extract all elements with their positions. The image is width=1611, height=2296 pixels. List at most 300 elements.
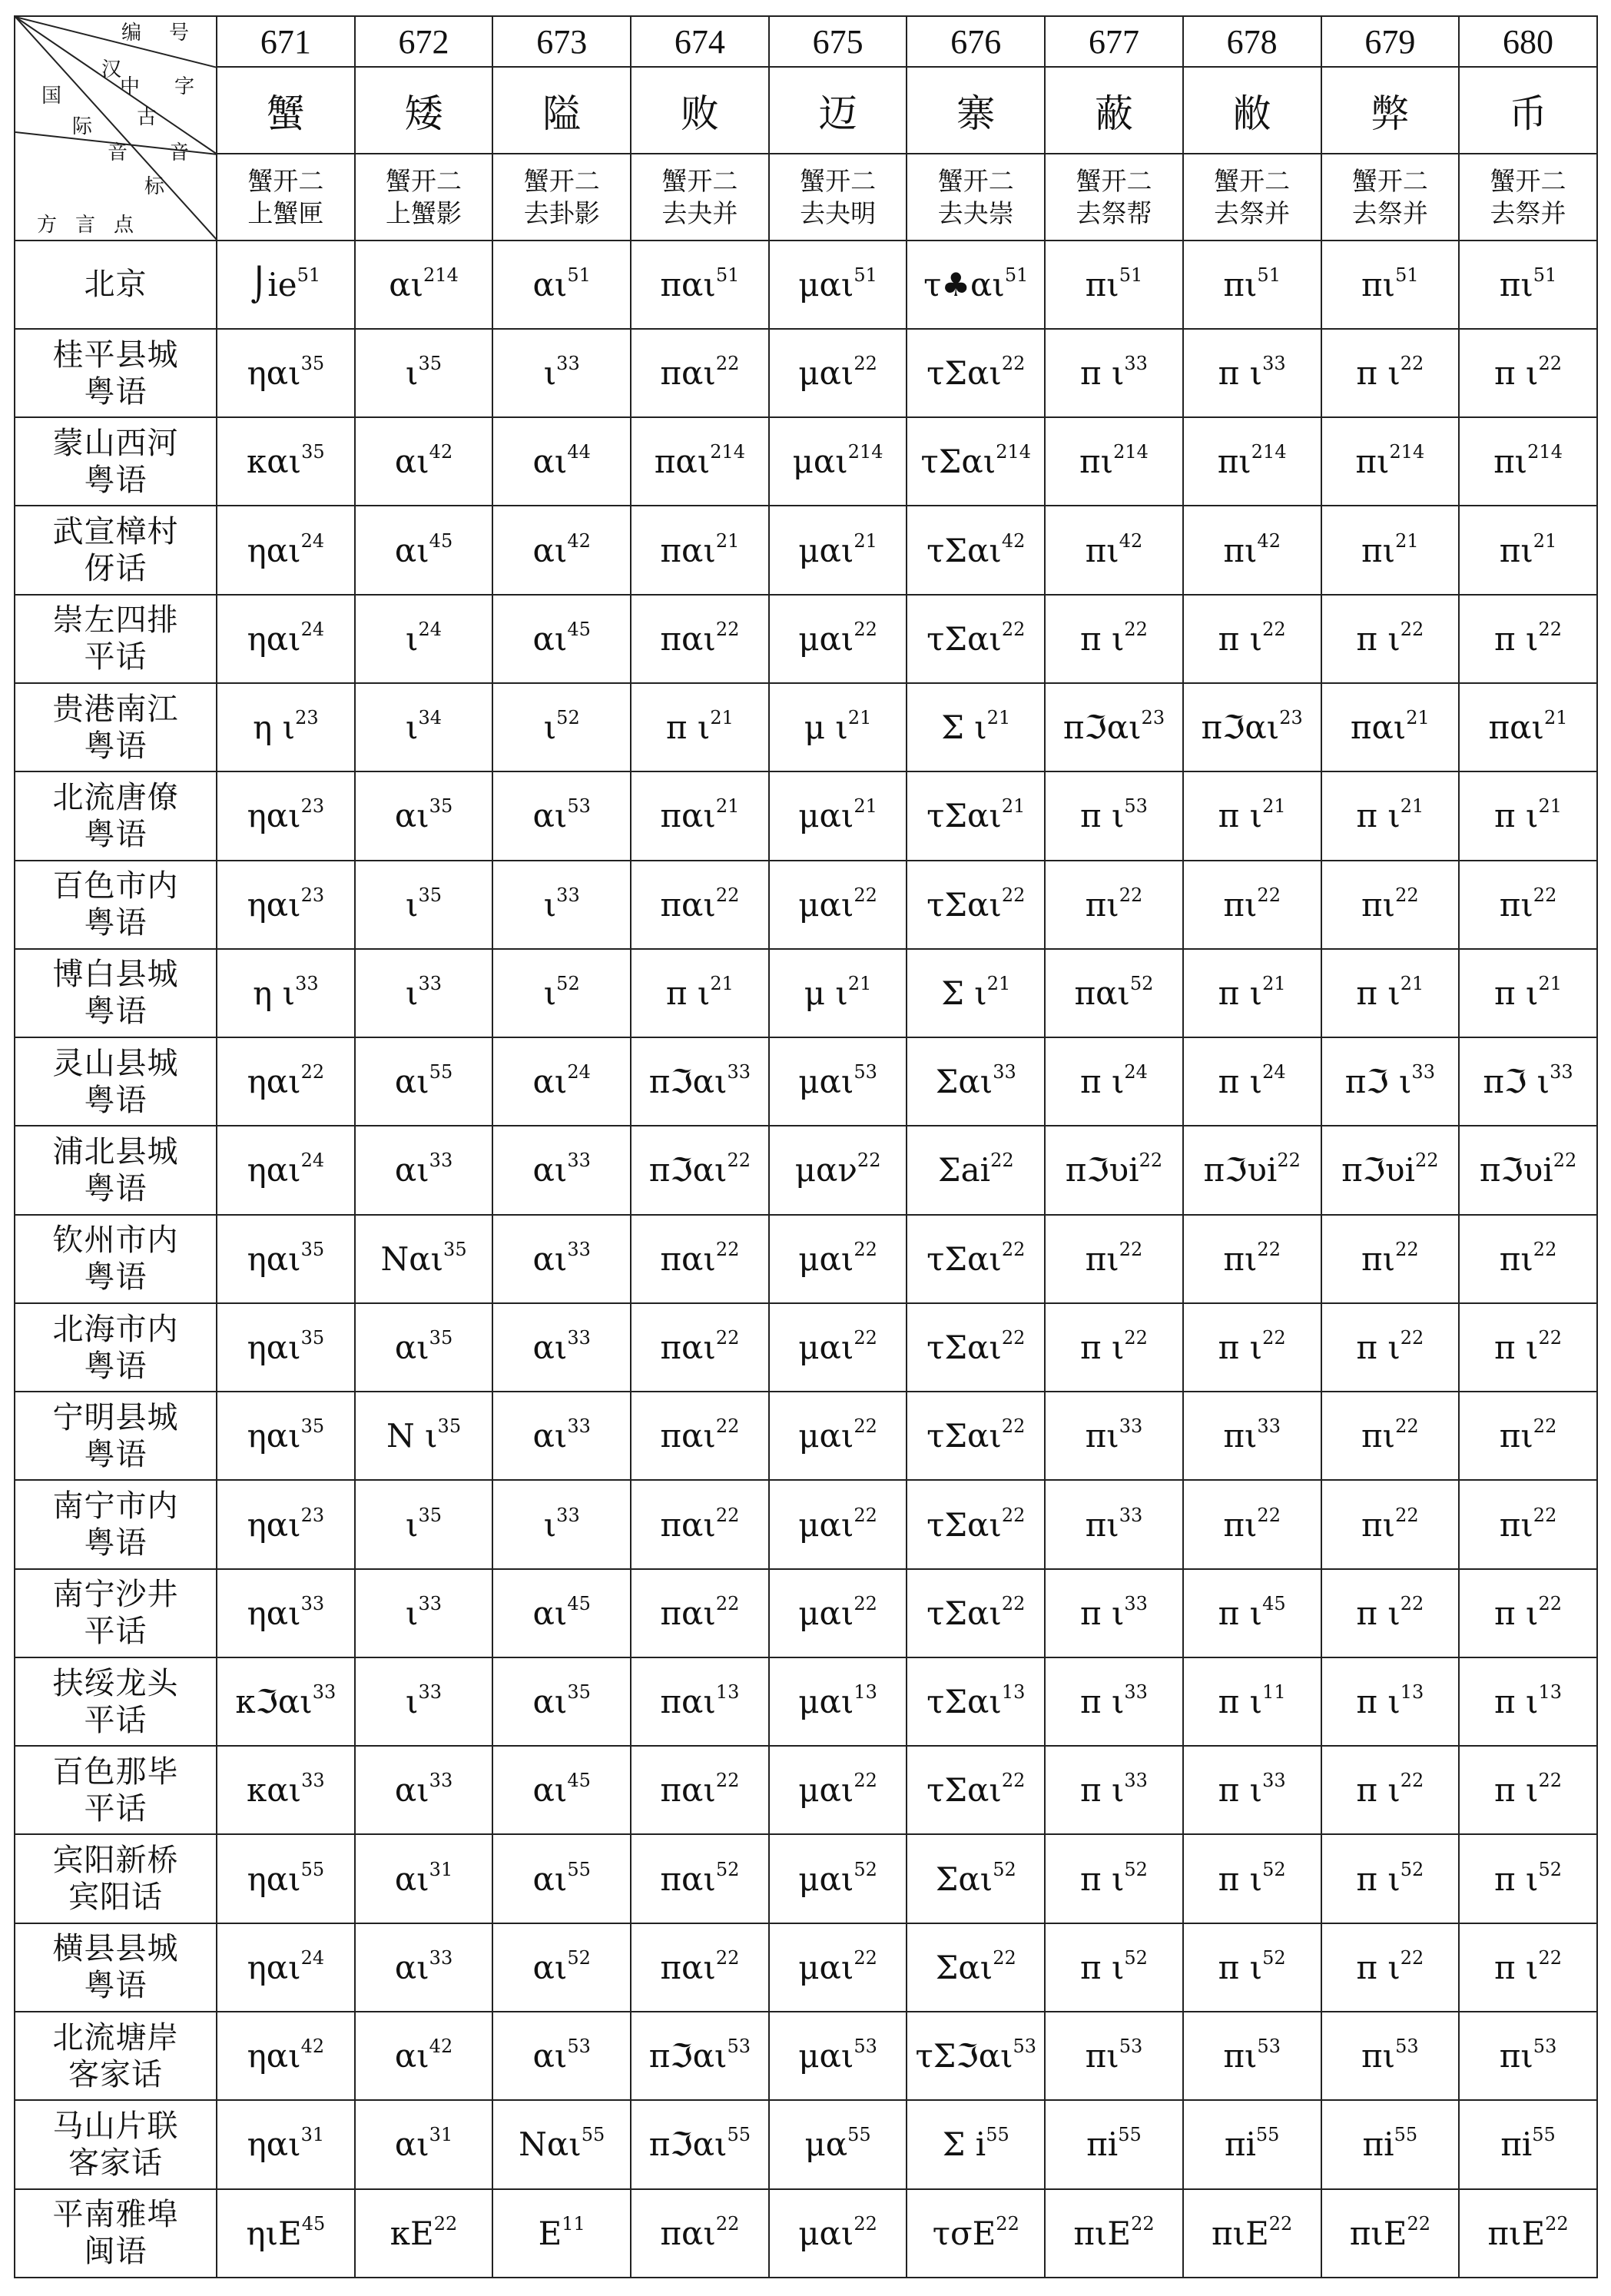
pronunciation-cell [355,1392,493,1480]
pronunciation-cell [631,1037,769,1126]
ipa-transcription [247,886,325,924]
pronunciation-cell [355,417,493,506]
ipa-transcription [247,1946,325,1986]
middle-chinese-line: 蟹开二 [523,165,600,196]
pronunciation-cell [355,595,493,683]
ipa-transcription [395,1771,452,1809]
tone-value: 21 [986,707,1011,729]
pronunciation-cell [217,771,355,860]
dialect-location-line: 贵港南江 [52,691,179,727]
ipa-transcription [795,1151,881,1189]
ipa-syllable: μ ι [804,708,848,747]
dialect-location [15,595,217,683]
tone-value: 42 [1257,529,1281,552]
ipa-syllable: παι [660,354,716,393]
corner-label: 方 [37,214,58,237]
ipa-syllable: τΣαι [926,1239,1002,1278]
pronunciation-cell [769,595,907,683]
pronunciation-cell [769,506,907,594]
pronunciation-cell [1459,1834,1597,1923]
pronunciation-cell [492,329,631,417]
middle-chinese-category [1321,154,1460,240]
tone-value: 214 [710,441,746,463]
ipa-syllable: πℑ ι [1344,1063,1412,1101]
ipa-transcription [1074,974,1153,1012]
pronunciation-cell [769,1392,907,1480]
pronunciation-cell [907,1923,1045,2012]
pronunciation-cell [355,683,493,771]
ipa-transcription [1355,443,1424,480]
ipa-transcription [1361,266,1419,304]
tone-value: 22 [854,884,877,906]
pronunciation-cell [492,1480,631,1568]
character-number: 672 [355,16,493,67]
ipa-syllable: πℑυi [1479,1151,1553,1189]
tone-value: 33 [429,1770,453,1792]
ipa-transcription [247,354,325,392]
ipa-syllable: ι [543,354,557,393]
ipa-syllable: πℑαι [1062,708,1142,747]
dialect-row [15,595,1597,683]
pronunciation-cell [907,417,1045,506]
pronunciation-cell [1183,506,1321,594]
ipa-syllable: παι [660,265,716,304]
ipa-syllable: π ι [1356,1683,1401,1721]
ipa-syllable: ηαι [247,619,301,658]
pronunciation-cell [907,1569,1045,1657]
ipa-transcription [1086,2125,1142,2163]
ipa-syllable: πι [1085,531,1119,569]
ipa-transcription [926,886,1025,924]
tone-value: 22 [1262,618,1286,640]
pronunciation-cell [217,1126,355,1214]
ipa-transcription [660,1240,739,1278]
ipa-syllable: π ι [1079,1063,1125,1101]
tone-value: 22 [1119,1238,1143,1260]
middle-chinese-line: 去祭并 [1351,197,1428,228]
middle-chinese-category [631,154,769,240]
pronunciation-cell [769,1746,907,1834]
ipa-syllable: πℑαι [648,2037,728,2075]
pronunciation-cell [769,1569,907,1657]
ipa-transcription [1356,1946,1424,1986]
pronunciation-cell [1321,1480,1460,1568]
ipa-syllable: πι [1499,531,1533,569]
ipa-syllable: τΣαι [926,1771,1002,1810]
tone-value: 21 [1533,529,1557,552]
pronunciation-cell [355,1037,493,1126]
corner-label: 汉 [101,58,122,81]
tone-value: 21 [1262,972,1286,994]
ipa-transcription [660,1860,739,1898]
tone-value: 33 [1124,1770,1148,1792]
ipa-transcription [798,1594,877,1632]
tone-value: 33 [429,1946,453,1969]
pronunciation-cell [492,2189,631,2278]
ipa-syllable: ι [406,619,419,658]
ipa-transcription [1356,1329,1424,1366]
tone-value: 22 [1395,1415,1419,1438]
ipa-transcription [532,1946,591,1986]
pronunciation-cell [217,506,355,594]
pronunciation-cell [492,1392,631,1480]
pronunciation-cell [355,2100,493,2188]
ipa-syllable: π ι [1356,1771,1401,1810]
pronunciation-cell [1183,595,1321,683]
tone-value: 45 [1262,1592,1286,1614]
pronunciation-cell [631,949,769,1037]
character-number: 671 [217,16,355,67]
pronunciation-cell [907,861,1045,949]
pronunciation-cell [769,1303,907,1392]
ipa-transcription [1212,2212,1293,2252]
ipa-transcription [406,974,442,1012]
ipa-syllable: ι [406,708,419,747]
ipa-syllable: πι [1085,1417,1119,1455]
ipa-transcription [395,797,452,834]
ipa-syllable: μα [804,2125,848,2164]
ipa-syllable: π ι [1079,1329,1125,1366]
ipa-transcription [798,1860,877,1898]
ipa-syllable: E [538,2214,562,2252]
pronunciation-cell [907,241,1045,329]
dialect-location [15,1746,217,1834]
ipa-transcription [235,1683,336,1720]
ipa-syllable: τΣαι [926,531,1002,569]
tone-value: 33 [1124,1592,1148,1614]
pronunciation-cell [907,506,1045,594]
pronunciation-cell [217,1834,355,1923]
ipa-syllable: αι [532,1860,568,1898]
pronunciation-cell [631,1215,769,1303]
corner-label: 言 [75,214,96,237]
pronunciation-cell [631,329,769,417]
dialect-location [15,771,217,860]
tone-value: 22 [433,2212,458,2235]
ipa-syllable: πι [1223,1239,1258,1278]
ipa-syllable: πℑυi [1065,1151,1139,1189]
pronunciation-cell [1183,1126,1321,1214]
pronunciation-cell [907,1303,1045,1392]
character-number: 680 [1459,16,1597,67]
ipa-syllable: κE [389,2214,434,2252]
tone-value: 11 [562,2212,585,2235]
ipa-transcription [926,354,1025,392]
tone-value: 22 [1533,1415,1557,1438]
corner-label: 际 [72,115,93,138]
pronunciation-cell [631,1480,769,1568]
pronunciation-cell [355,1923,493,2012]
ipa-transcription [1500,266,1557,304]
dialect-table [14,15,1598,2278]
tone-value: 45 [301,2212,326,2235]
ipa-syllable: αι [532,531,568,569]
ipa-transcription [1063,708,1165,746]
ipa-syllable: πℑαι [648,1151,728,1189]
tone-value: 35 [418,353,443,375]
ipa-syllable: ι [406,1505,419,1544]
ipa-syllable: ι [406,1683,419,1721]
ipa-syllable: η ι [253,974,296,1012]
ipa-syllable: ηαι [247,1417,301,1455]
ipa-transcription [1080,354,1148,392]
pronunciation-cell [1321,1126,1460,1214]
ipa-transcription [655,443,745,480]
middle-chinese-line: 去卦影 [523,197,600,228]
pronunciation-cell [631,1834,769,1923]
corner-label: 音 [108,141,128,164]
ipa-transcription [649,1063,751,1100]
ipa-syllable: π ι [1356,1860,1401,1898]
ipa-transcription [406,1594,442,1632]
ipa-syllable: παι [1488,708,1544,747]
ipa-transcription [660,1506,739,1544]
pronunciation-cell [769,861,907,949]
ipa-transcription [1218,1946,1286,1986]
ipa-syllable: αι [532,1329,568,1366]
dialect-location-line: 宾阳新桥 [52,1843,179,1879]
tone-value: 13 [715,1681,740,1704]
ipa-syllable: π ι [1079,619,1125,658]
corner-label: 标 [144,175,165,198]
pronunciation-cell [1183,771,1321,860]
ipa-transcription [538,2212,585,2252]
pronunciation-cell [1321,1037,1460,1126]
pronunciation-cell [907,771,1045,860]
ipa-syllable: τΣαι [926,797,1002,835]
ipa-transcription [247,2125,325,2163]
ipa-transcription [406,708,442,746]
tone-value: 34 [418,707,443,729]
tone-value: 53 [567,795,591,818]
dialect-location-line: 横县县城 [52,1931,179,1967]
ipa-transcription [247,1329,325,1366]
ipa-transcription [1225,2125,1280,2163]
tone-value: 45 [567,1770,591,1792]
pronunciation-cell [1321,1834,1460,1923]
ipa-transcription [1223,886,1281,924]
tone-value: 33 [567,1238,591,1260]
pronunciation-cell [1183,1923,1321,2012]
pronunciation-cell [355,2189,493,2278]
ipa-transcription [798,2037,877,2075]
tone-value: 22 [1395,1504,1419,1526]
dialect-location-line: 客家话 [68,2145,163,2181]
tone-value: 51 [1533,264,1557,286]
pronunciation-cell [1321,1657,1460,1746]
dialect-location-line: 伢话 [84,551,148,587]
tone-value: 35 [300,1415,325,1438]
character-number: 676 [907,16,1045,67]
tone-value: 13 [854,1681,877,1704]
middle-chinese-line: 去夬并 [661,197,738,228]
ipa-syllable: μαι [798,1594,854,1632]
ipa-transcription [926,1417,1025,1455]
tone-value: 214 [1389,441,1425,463]
corner-label: 国 [41,85,62,108]
tone-value: 52 [1262,1858,1286,1880]
ipa-syllable: μαι [798,1239,854,1278]
ipa-transcription [1080,1683,1148,1720]
ipa-transcription [533,1771,591,1809]
tone-value: 22 [715,1238,740,1260]
ipa-transcription [533,1594,591,1632]
ipa-transcription [533,620,591,658]
ipa-syllable: πι [1499,1239,1533,1278]
ipa-syllable: ηαι [247,885,301,924]
tone-value: 55 [1118,2124,1142,2146]
tone-value: 21 [715,529,740,552]
dialect-location-line: 崇左四排 [52,602,179,639]
ipa-transcription [1080,1860,1148,1898]
pronunciation-cell [1321,1303,1460,1392]
tone-value: 22 [1277,1150,1301,1172]
ipa-syllable: αι [394,1771,429,1810]
middle-chinese-category [217,154,355,240]
ipa-syllable: Σαι [935,1860,993,1898]
tone-value: 22 [715,618,740,640]
ipa-transcription [926,1240,1025,1278]
pronunciation-cell [355,1480,493,1568]
tone-value: 22 [1262,1327,1286,1349]
pronunciation-cell [1045,417,1183,506]
chinese-character: 迈 [769,67,907,154]
ipa-transcription [666,708,734,746]
middle-chinese-line: 去祭并 [1214,197,1291,228]
ipa-syllable: αι [394,443,429,481]
ipa-syllable: αι [394,797,429,835]
ipa-syllable: μαι [798,1860,854,1898]
ipa-transcription [1218,443,1287,480]
pronunciation-cell [1459,1392,1597,1480]
pronunciation-cell [907,2012,1045,2100]
ipa-syllable: πι [1361,2037,1396,2075]
dialect-location [15,1569,217,1657]
chinese-character: 蟹 [217,67,355,154]
ipa-syllable: παι [660,1239,716,1278]
ipa-syllable: και [247,443,302,481]
ipa-syllable: τΣαι [926,1505,1002,1544]
dialect-location [15,329,217,417]
pronunciation-cell [1183,1746,1321,1834]
ipa-transcription [1494,1683,1562,1720]
pronunciation-cell [1459,2189,1597,2278]
ipa-syllable: ηαι [247,354,301,393]
pronunciation-cell [1045,1569,1183,1657]
ipa-syllable: αι [532,2037,568,2075]
ipa-syllable: ηαι [247,1594,301,1632]
tone-value: 52 [1262,1946,1286,1969]
dialect-row [15,417,1597,506]
ipa-transcription [660,529,740,569]
dialect-location [15,861,217,949]
ipa-transcription [544,974,580,1012]
ipa-syllable: τΣαι [926,354,1002,393]
dialect-row [15,2189,1597,2278]
tone-value: 33 [295,972,319,994]
ipa-syllable: π ι [1356,1329,1401,1366]
ipa-syllable: Σ i [942,2125,986,2164]
pronunciation-cell [1459,861,1597,949]
ipa-transcription [395,1151,452,1189]
ipa-syllable: μαι [798,354,854,393]
corner-label: 音 [169,141,190,164]
dialect-location-line: 粤语 [84,462,148,498]
ipa-transcription [395,2037,452,2075]
tone-value: 35 [300,353,325,375]
pronunciation-cell [1459,1303,1597,1392]
tone-value: 22 [715,1592,740,1614]
tone-value: 214 [996,441,1032,463]
ipa-transcription [395,1860,452,1898]
ipa-syllable: Σαι [935,1063,993,1101]
pronunciation-cell [1045,1303,1183,1392]
tone-value: 22 [1124,618,1148,640]
tone-value: 33 [1119,1415,1143,1438]
pronunciation-cell [492,241,631,329]
ipa-transcription [1203,1151,1300,1189]
corner-label: 字 [174,75,195,98]
tone-value: 42 [429,2036,453,2058]
ipa-transcription [395,2125,452,2163]
tone-value: 22 [1001,884,1026,906]
ipa-syllable: τΣαι [926,619,1002,658]
ipa-syllable: τΣαι [926,1417,1002,1455]
pronunciation-cell [217,1746,355,1834]
pronunciation-cell [1183,1215,1321,1303]
ipa-syllable: π ι [1494,1329,1539,1366]
ipa-transcription [1356,620,1424,658]
ipa-syllable: ηαι [247,1505,301,1544]
pronunciation-cell [631,1569,769,1657]
tone-value: 214 [1113,441,1149,463]
pronunciation-cell [355,241,493,329]
dialect-location-line: 客家话 [68,2056,163,2092]
pronunciation-cell [1321,2189,1460,2278]
ipa-syllable: π ι [1356,354,1401,393]
header-row-middle-chinese [15,154,1597,240]
dialect-row [15,1215,1597,1303]
ipa-transcription [1218,1771,1286,1809]
ipa-syllable: π ι [1218,619,1263,658]
ipa-syllable: αι [389,265,424,304]
tone-value: 31 [300,2124,325,2146]
pronunciation-cell [769,329,907,417]
ipa-syllable: τ♣αι [923,265,1005,304]
tone-value: 22 [1400,1327,1424,1349]
tone-value: 55 [727,2124,751,2146]
ipa-syllable: μαι [798,1771,854,1810]
pronunciation-cell [631,595,769,683]
ipa-transcription [660,266,739,304]
ipa-transcription [1080,620,1148,658]
ipa-transcription [1223,266,1281,304]
pronunciation-cell [1459,1037,1597,1126]
pronunciation-cell [1459,1126,1597,1214]
dialect-location-line: 博白县城 [52,957,179,993]
ipa-syllable: πι [1223,2037,1258,2075]
pronunciation-cell [1321,1569,1460,1657]
pronunciation-cell [769,771,907,860]
pronunciation-cell [1459,417,1597,506]
ipa-transcription [660,1771,739,1809]
ipa-transcription [926,1594,1025,1632]
dialect-location-line: 粤语 [84,994,148,1030]
middle-chinese-category [907,154,1045,240]
pronunciation-cell [769,2100,907,2188]
ipa-transcription [1345,1063,1435,1100]
ipa-transcription [544,354,580,392]
